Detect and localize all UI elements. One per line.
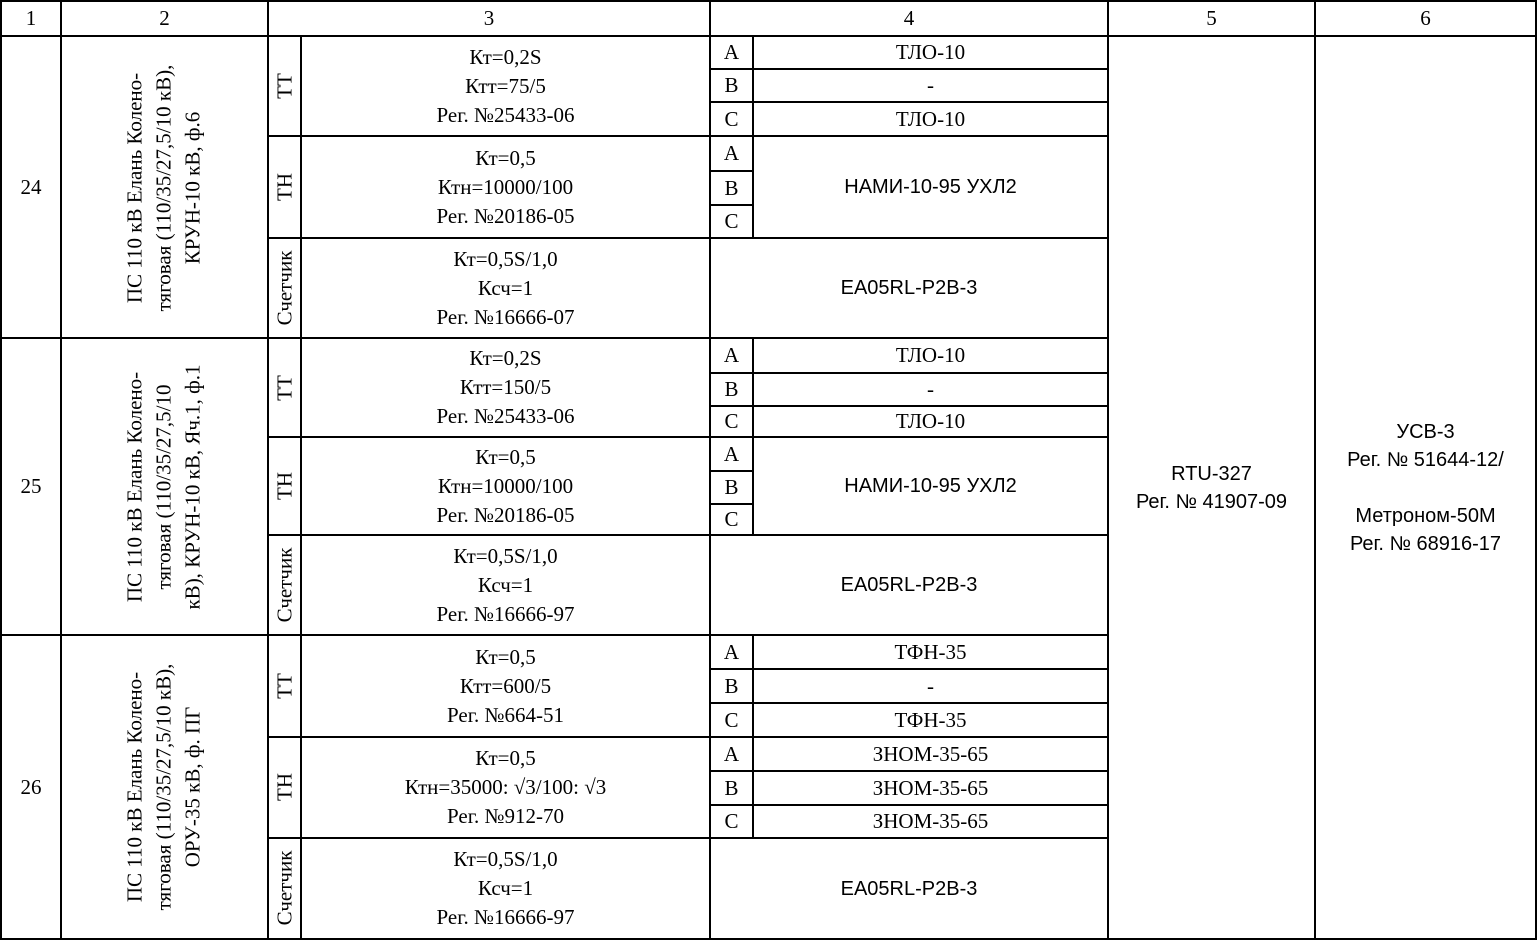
tt-model: - <box>927 377 934 401</box>
phase-label: B <box>724 73 739 97</box>
substation-name: ПС 110 кВ Елань Колено- тяговая (110/35/27,5/10 кВ), ОРУ-35 кВ, ф. ПГ <box>122 663 205 911</box>
phase-divider <box>709 668 1109 670</box>
header-col-4: 4 <box>903 6 915 30</box>
meter-label: Счетчик <box>272 250 297 326</box>
table-border <box>0 0 1537 2</box>
tn-model: ЗНОМ-35-65 <box>872 741 989 766</box>
phase-label: B <box>724 377 739 401</box>
tt-label: ТТ <box>272 375 297 401</box>
phase-divider <box>709 101 1109 103</box>
section-divider <box>267 837 1109 839</box>
header-col-5: 5 <box>1206 6 1217 30</box>
tn-label: ТН <box>272 173 297 201</box>
phase-label: A <box>723 141 740 165</box>
phase-label: A <box>723 441 740 466</box>
tt-model: ТФН-35 <box>894 707 967 732</box>
header-col-3: 3 <box>483 6 495 30</box>
phase-label: C <box>724 409 739 433</box>
phase-divider <box>709 470 754 472</box>
tn-label: ТН <box>272 472 297 500</box>
column-divider <box>1314 0 1316 940</box>
section-divider <box>267 534 1109 536</box>
column-divider <box>267 0 269 940</box>
tn-model: ЗНОМ-35-65 <box>872 775 989 800</box>
header-col-2: 2 <box>159 6 170 30</box>
substation-name: ПС 110 кВ Елань Колено- тяговая (110/35/27,5/10 кВ), КРУН-10 кВ, Яч.1, ф.1 <box>122 364 205 610</box>
controller-cell: RTU-327 Рег. № 41907-09 <box>1135 462 1288 513</box>
section-divider <box>267 135 1109 137</box>
tn-spec: Кт=0,5 Ктн=35000: √3/100: √3 Рег. №912-70 <box>404 746 607 828</box>
phase-label: C <box>724 707 739 732</box>
phase-label: C <box>724 507 739 531</box>
phase-divider <box>709 702 1109 704</box>
tt-model: - <box>927 73 934 97</box>
phase-label: B <box>724 175 739 200</box>
row-divider <box>0 337 1109 339</box>
header-col-1: 1 <box>25 6 37 30</box>
meter-spec: Кт=0,5S/1,0 Ксч=1 Рег. №16666-07 <box>436 246 575 329</box>
section-divider <box>267 436 1109 438</box>
tt-label: ТТ <box>272 673 297 699</box>
phase-divider <box>709 804 1109 806</box>
phase-label: C <box>724 809 739 833</box>
meter-model: EA05RL-P2B-3 <box>840 877 978 900</box>
row-divider <box>0 634 1109 636</box>
phase-column-divider <box>752 634 754 837</box>
row-number: 26 <box>20 774 42 799</box>
meter-label: Счетчик <box>272 850 297 926</box>
table-border <box>0 0 2 940</box>
tt-spec: Кт=0,2S Ктт=150/5 Рег. №25433-06 <box>436 346 575 428</box>
meter-spec: Кт=0,5S/1,0 Ксч=1 Рег. №16666-97 <box>436 847 575 929</box>
phase-label: B <box>724 673 739 698</box>
column-divider <box>1107 0 1109 940</box>
tt-model: ТФН-35 <box>894 639 967 664</box>
row-number: 25 <box>20 474 42 498</box>
phase-divider <box>709 372 1109 374</box>
phase-label: C <box>724 209 739 233</box>
tt-model: ТЛО-10 <box>895 40 966 64</box>
phase-label: A <box>723 639 740 664</box>
phase-label: B <box>724 775 739 800</box>
tt-model: ТЛО-10 <box>895 106 966 131</box>
tt-model: ТЛО-10 <box>895 343 966 367</box>
phase-label: A <box>723 343 740 367</box>
phase-label: A <box>723 741 740 766</box>
header-col-6: 6 <box>1420 6 1431 30</box>
meter-spec: Кт=0,5S/1,0 Ксч=1 Рег. №16666-97 <box>436 543 575 626</box>
tn-label: ТН <box>272 773 297 801</box>
phase-label: B <box>724 475 739 499</box>
section-divider <box>267 736 1109 738</box>
phase-divider <box>709 68 1109 70</box>
tn-model: НАМИ-10-95 УХЛ2 <box>844 176 1017 198</box>
column-divider <box>60 0 62 940</box>
substation-name: ПС 110 кВ Елань Колено- тяговая (110/35/27,5/10 кВ), КРУН-10 кВ, ф.6 <box>122 64 205 312</box>
meter-model: EA05RL-P2B-3 <box>840 277 978 299</box>
tn-model: ЗНОМ-35-65 <box>872 809 989 833</box>
phase-divider <box>709 170 754 172</box>
tt-model: - <box>927 673 934 698</box>
tn-spec: Кт=0,5 Ктн=10000/100 Рег. №20186-05 <box>436 145 575 228</box>
tt-spec: Кт=0,5 Ктт=600/5 Рег. №664-51 <box>447 644 564 727</box>
phase-label: C <box>724 106 739 131</box>
phase-divider <box>709 503 754 505</box>
meter-model: EA05RL-P2B-3 <box>840 574 978 596</box>
time-sync-cell: УСВ-3 Рег. № 51644-12/ Метроном-50М Рег. № 68916-17 <box>1347 420 1504 555</box>
tn-model: НАМИ-10-95 УХЛ2 <box>844 475 1017 497</box>
phase-label: A <box>723 40 740 64</box>
tt-label: ТТ <box>272 73 297 99</box>
column-divider <box>300 35 302 940</box>
tn-spec: Кт=0,5 Ктн=10000/100 Рег. №20186-05 <box>436 444 575 527</box>
phase-column-divider <box>752 35 754 237</box>
section-divider <box>267 237 1109 239</box>
meter-label: Счетчик <box>272 547 297 623</box>
phase-divider <box>709 405 1109 407</box>
header-divider <box>0 35 1537 37</box>
tt-model: ТЛО-10 <box>895 409 966 433</box>
row-number: 24 <box>20 174 42 199</box>
phase-divider <box>709 204 754 206</box>
tt-spec: Кт=0,2S Ктт=75/5 Рег. №25433-06 <box>436 44 575 127</box>
phase-divider <box>709 770 1109 772</box>
